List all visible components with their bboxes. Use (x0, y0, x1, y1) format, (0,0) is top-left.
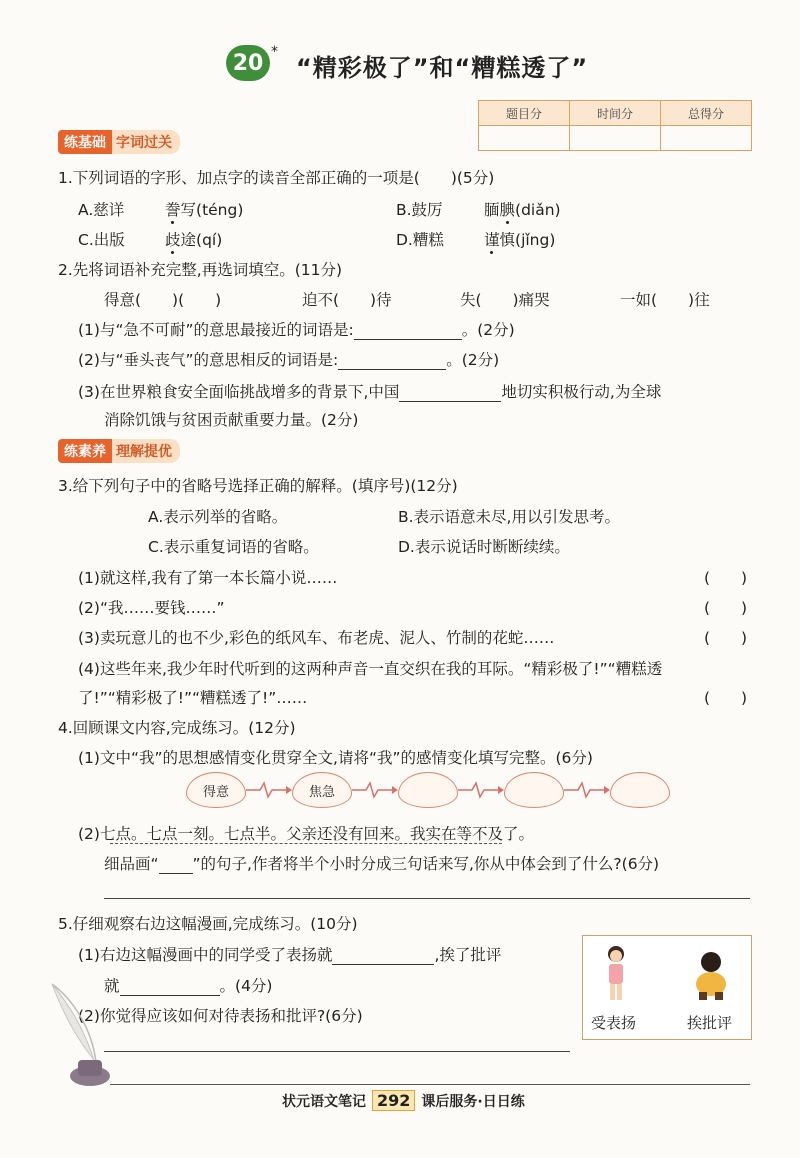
lesson-number-badge (226, 45, 270, 81)
answer-line[interactable] (104, 898, 750, 899)
q1-a-rest: 写(téng) (180, 201, 244, 219)
q1-option-d-word (484, 228, 555, 250)
q3-sentence-4-line2: 了!”“精彩极了!”“糟糕透了!”…… (78, 689, 308, 707)
footer-book-name: 状元语文笔记 (282, 1093, 366, 1110)
q3-sentence-4-line1: (4)这些年来,我少年时代听到的这两种声音一直交织在我的耳际。“精彩极了!”“糟糕透 (78, 660, 663, 678)
q2-sub2-score: 。(2分) (446, 351, 500, 369)
pulse-arrow-icon (458, 780, 504, 800)
q2-sub2 (78, 348, 499, 370)
q2-sub3-line2: 消除饥饿与贫困贡献重要力量。(2分) (104, 411, 359, 429)
lesson-star: * (271, 44, 278, 60)
q3-sentence-2: (2)“我……要钱……” (78, 599, 225, 617)
q1-option-a-label: A.慈详 (78, 201, 125, 219)
underline-sample (159, 855, 193, 874)
q2-sub1-score: 。(2分) (461, 321, 515, 339)
q5-sub2: (2)你觉得应该如何对待表扬和批评?(6分) (78, 1007, 363, 1025)
q3-stem: 3.给下列句子中的省略号选择正确的解释。(填序号)(12分) (58, 477, 458, 495)
q2-stem: 2.先将词语补充完整,再选词填空。(11分) (58, 261, 343, 279)
answer-line[interactable] (354, 321, 462, 340)
q5-sub1-l2-pre: 就 (104, 977, 120, 995)
q3-option-a: A.表示列举的省略。 (148, 508, 288, 526)
q2-word-3: 失( )痛哭 (460, 291, 550, 309)
answer-paren[interactable]: ( ) (704, 689, 748, 707)
q1-d-rest: 慎(jǐng) (499, 231, 556, 249)
q4-sub2-line1: (2)七点。七点一刻。七点半。父亲还没有回来。我实在等不及了。 (78, 825, 534, 843)
q3-sentence-3: (3)卖玩意儿的也不少,彩色的纸风车、布老虎、泥人、竹制的花蛇…… (78, 629, 555, 647)
q1-c-rest: 途(qí) (180, 231, 223, 249)
score-header-time: 时间分 (570, 101, 661, 126)
q1-option-d-label: D.糟糕 (396, 231, 444, 249)
q1-option-b-label: B.鼓厉 (396, 201, 443, 219)
section-tag-literacy (58, 440, 180, 462)
cartoon-label-praised: 受表扬 (591, 1014, 637, 1032)
q2-word-2: 迫不( )待 (302, 291, 392, 309)
heart-box-1[interactable] (186, 772, 246, 808)
q1-option-a-word (165, 198, 243, 220)
section-tag-sub: 理解提优 (112, 439, 180, 463)
q2-sub3 (78, 380, 661, 402)
q1-b-rest: (diǎn) (515, 201, 561, 219)
q2-sub3-text: (3)在世界粮食安全面临挑战增多的背景下,中国 (78, 383, 400, 401)
score-table (478, 100, 752, 151)
q5-sub1-post: ,挨了批评 (434, 946, 502, 964)
praised-student-icon (601, 944, 631, 1004)
answer-paren[interactable]: ( ) (704, 599, 748, 617)
answer-line[interactable] (399, 383, 501, 402)
q1-option-b-word (484, 198, 561, 220)
score-cell-total[interactable] (661, 126, 752, 151)
page-title: “精彩极了”和“糟糕透了” (296, 54, 589, 82)
q1-option-c-label: C.出版 (78, 231, 125, 249)
q2-word-4: 一如( )往 (620, 291, 710, 309)
score-header-question: 题目分 (479, 101, 570, 126)
criticized-student-icon (691, 950, 731, 1002)
q2-sub1-text: (1)与“急不可耐”的意思最接近的词语是: (78, 321, 354, 339)
cartoon-label-criticized: 挨批评 (687, 1014, 733, 1032)
score-cell-question[interactable] (479, 126, 570, 151)
q3-option-b: B.表示语意未尽,用以引发思考。 (398, 508, 620, 526)
q2-sub2-text: (2)与“垂头丧气”的意思相反的词语是: (78, 351, 339, 369)
dotted-char: 誊 (165, 201, 181, 219)
pulse-arrow-icon (246, 780, 292, 800)
q2-word-1: 得意( )( ) (104, 291, 222, 309)
answer-paren[interactable]: ( ) (704, 569, 748, 587)
q5-sub1-text: (1)右边这幅漫画中的同学受了表扬就 (78, 946, 333, 964)
footer (282, 1090, 525, 1111)
dotted-char: 腆 (499, 201, 516, 219)
answer-line[interactable] (338, 351, 446, 370)
pulse-arrow-icon (564, 780, 610, 800)
lesson-number: 20 (232, 50, 264, 76)
answer-line[interactable] (120, 977, 220, 996)
underline-mark (110, 843, 502, 845)
section-tag-label: 练基础 (58, 130, 112, 154)
heart-text: 焦急 (308, 784, 335, 800)
heart-text: 得意 (202, 784, 229, 800)
score-cell-time[interactable] (570, 126, 661, 151)
q2-sub3-text-post: 地切实积极行动,为全球 (501, 383, 662, 401)
page-number: 292 (372, 1090, 415, 1111)
quill-inkpot-icon (44, 980, 114, 1090)
q5-sub1 (78, 943, 501, 965)
dotted-char: 歧 (165, 231, 181, 249)
section-tag-sub: 字词过关 (112, 130, 180, 154)
q3-option-c: C.表示重复词语的省略。 (148, 538, 319, 556)
answer-line[interactable] (104, 1051, 570, 1052)
score-header-total: 总得分 (661, 101, 752, 126)
cartoon-panel (582, 935, 752, 1040)
section-tag-label: 练素养 (58, 439, 112, 463)
emotion-flow (186, 772, 670, 808)
heart-box-2[interactable] (292, 772, 352, 808)
dotted-char: 谨 (484, 231, 500, 249)
heart-box-5[interactable] (610, 772, 670, 808)
q4-sub2-post: ”的句子,作者将半个小时分成三句话来写,你从中体会到了什么?(6分) (192, 855, 660, 873)
footer-divider (110, 1084, 750, 1085)
q4-stem: 4.回顾课文内容,完成练习。(12分) (58, 719, 296, 737)
q5-stem: 5.仔细观察右边这幅漫画,完成练习。(10分) (58, 915, 358, 933)
pulse-arrow-icon (352, 780, 398, 800)
q2-sub1 (78, 318, 515, 340)
heart-box-4[interactable] (504, 772, 564, 808)
q3-sentence-1: (1)就这样,我有了第一本长篇小说…… (78, 569, 338, 587)
q4-sub2-pre: 细品画“ (104, 855, 159, 873)
answer-line[interactable] (332, 946, 434, 965)
q3-option-d: D.表示说话时断断续续。 (398, 538, 570, 556)
q4-sub1: (1)文中“我”的思想感情变化贯穿全文,请将“我”的感情变化填写完整。(6分) (78, 749, 593, 767)
q1-stem: 1.下列词语的字形、加点字的读音全部正确的一项是( )(5分) (58, 169, 495, 187)
q1-option-c-word (165, 228, 222, 250)
heart-box-3[interactable] (398, 772, 458, 808)
q1-b-char: 腼 (484, 201, 500, 219)
q4-sub2-line2 (104, 852, 659, 874)
footer-series-name: 课后服务·日日练 (421, 1093, 525, 1110)
section-tag-basics (58, 131, 180, 153)
answer-paren[interactable]: ( ) (704, 629, 748, 647)
q5-sub1-line2 (104, 974, 272, 996)
q5-sub1-l2-post: 。(4分) (219, 977, 273, 995)
